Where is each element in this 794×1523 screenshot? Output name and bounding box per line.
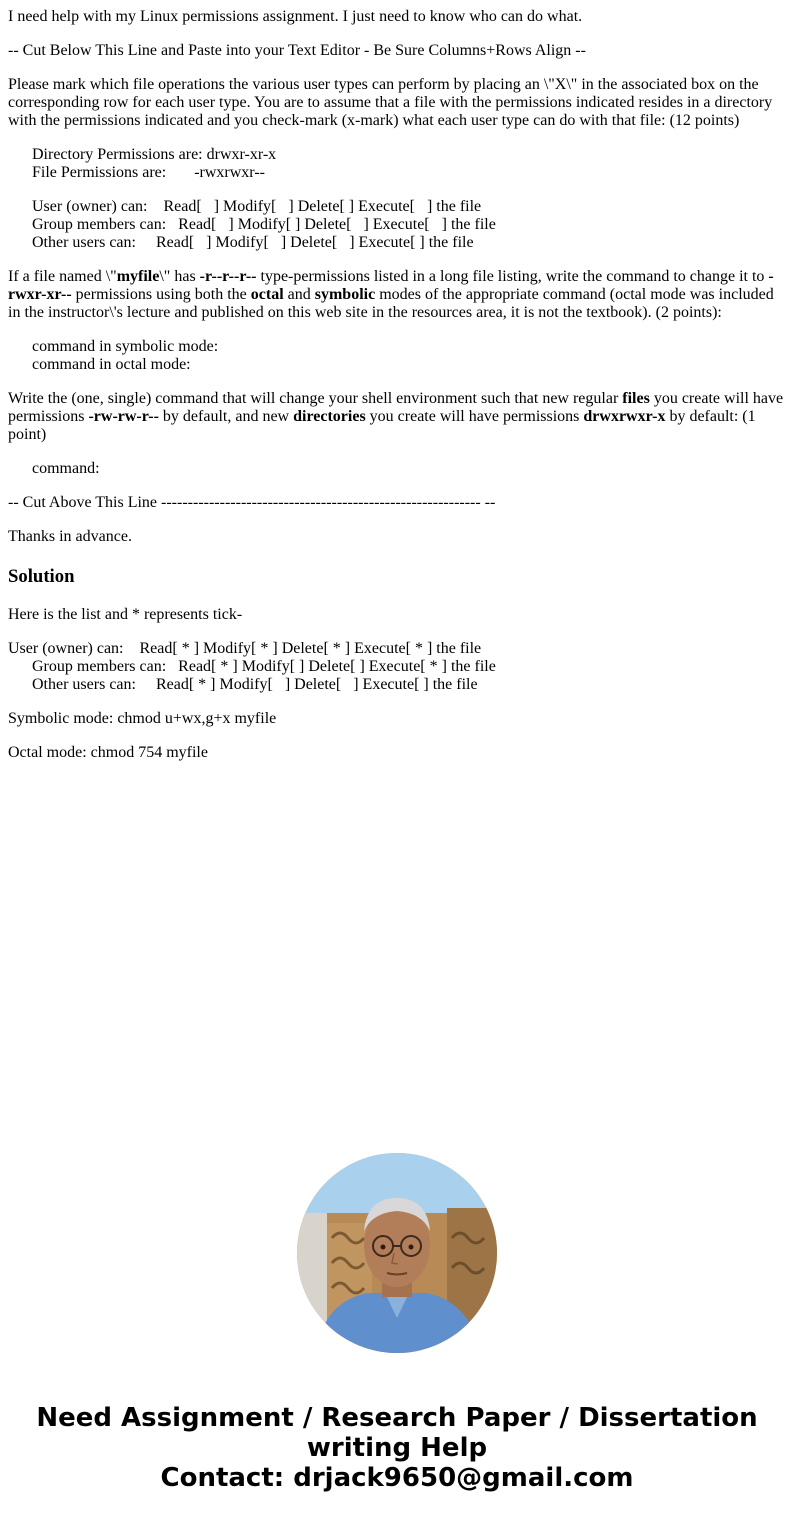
- question-2-text: If a file named \"myfile\" has -r--r--r-- type-permissions listed in a long file listing, write the command to change it to -rwxr-xr-- permissions using both the octal and symbolic modes of the appropriate command (octal mode was included in the instructor\'s lecture and published on this web site in the resources area, it is not the textbook). (2 points):: [8, 268, 774, 321]
- thanks-text: Thanks in advance.: [8, 528, 132, 545]
- promo-contact: Contact: drjack9650@gmail.com: [160, 1463, 634, 1493]
- cut-below-line: -- Cut Below This Line and Paste into your Text Editor - Be Sure Columns+Rows Align --: [8, 42, 586, 59]
- intro-text: I need help with my Linux permissions assignment. I just need to know who can do what.: [8, 8, 583, 25]
- question-table: [8, 198, 786, 252]
- command-octal-label: command in octal mode:: [32, 356, 191, 373]
- promo-line-1: Need Assignment / Research Paper / Dissertation: [36, 1403, 758, 1433]
- promo-line-2: writing Help: [306, 1433, 488, 1463]
- solution-symbolic: Symbolic mode: chmod u+wx,g+x myfile: [8, 710, 277, 727]
- command-block: [8, 338, 786, 374]
- file-permissions: File Permissions are: -rwxrwxr--: [32, 164, 265, 181]
- solution-octal: Octal mode: chmod 754 myfile: [8, 744, 208, 761]
- umask-block: [8, 460, 786, 478]
- solution-owner-row: User (owner) can: Read[ * ] Modify[ * ] Delete[ * ] Execute[ * ] the file: [8, 640, 482, 657]
- other-row: Other users can: Read[ ] Modify[ ] Delete[ ] Execute[ ] the file: [32, 234, 474, 251]
- author-photo: [297, 1153, 497, 1353]
- group-row: Group members can: Read[ ] Modify[ ] Delete[ ] Execute[ ] the file: [32, 216, 496, 233]
- solution-heading: Solution: [8, 566, 75, 587]
- directory-permissions: Directory Permissions are: drwxr-xr-x: [32, 146, 277, 163]
- instructions-text: Please mark which file operations the various user types can perform by placing an \"X\" in the associated box on the corresponding row for each user type. You are to assume that a file with the permissions indicated resides in a directory with the permissions indicated and you check-mark (x-mark) what each user type can do with that file: (12 points): [8, 76, 773, 129]
- permissions-block: [8, 146, 786, 182]
- author-avatar: [297, 1153, 497, 1353]
- solution-group-row: Group members can: Read[ * ] Modify[ ] Delete[ ] Execute[ * ] the file: [32, 658, 496, 675]
- command-symbolic-label: command in symbolic mode:: [32, 338, 219, 355]
- umask-command-label: command:: [32, 460, 100, 477]
- question-3-text: Write the (one, single) command that will change your shell environment such that new regular files you create will have permissions -rw-rw-r-- by default, and new directories you create will have permissions drwxrwxr-x by default: (1 point): [8, 390, 784, 443]
- promo-banner: [0, 1403, 794, 1493]
- cut-above-line: -- Cut Above This Line ------------------------------------------------------------ --: [8, 494, 496, 511]
- owner-row: User (owner) can: Read[ ] Modify[ ] Delete[ ] Execute[ ] the file: [32, 198, 482, 215]
- solution-other-row: Other users can: Read[ * ] Modify[ ] Delete[ ] Execute[ ] the file: [32, 676, 478, 693]
- question-content: [8, 8, 786, 778]
- solution-intro: Here is the list and * represents tick-: [8, 606, 243, 623]
- solution-table: [8, 640, 786, 694]
